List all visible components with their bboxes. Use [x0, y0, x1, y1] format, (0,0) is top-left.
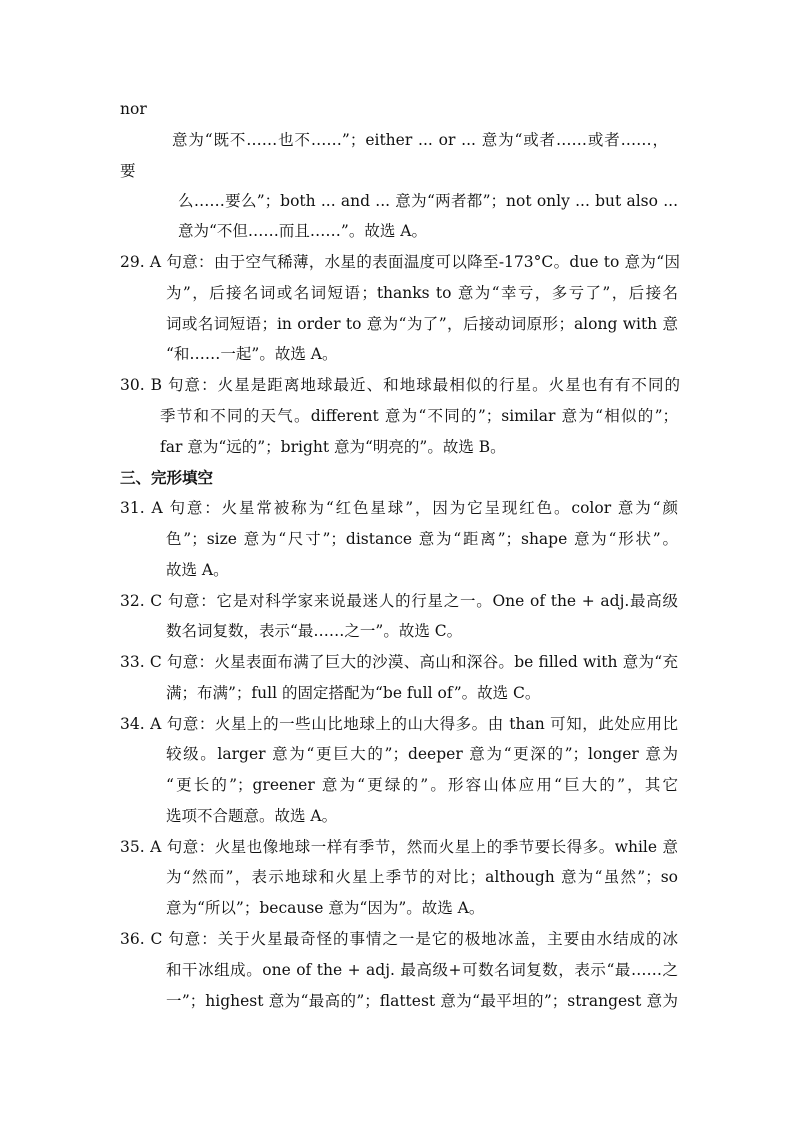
text-line: 么……要么”；both ... and ... 意为“两者都”；not only ... but also ...	[178, 192, 678, 210]
text-line: 和干冰组成。one of the + adj. 最高级+可数名词复数，表示“最……之	[166, 961, 678, 979]
text-line: nor	[120, 100, 147, 118]
text-line: 季节和不同的天气。different 意为“不同的”；similar 意为“相似的”；	[160, 407, 678, 425]
text-line: 要	[120, 162, 136, 180]
text-line: 意为“不但……而且……”。故选 A。	[178, 222, 427, 240]
text-line: 数名词复数，表示“最……之一”。故选 C。	[166, 622, 463, 640]
text-line: far 意为“远的”；bright 意为“明亮的”。故选 B。	[160, 438, 506, 456]
answer-29-line-1: 29. A 句意：由于空气稀薄，水星的表面温度可以降至-173°C。due to 意为“因	[120, 253, 680, 271]
text-line: 为”，后接名词或名词短语；thanks to 意为“幸亏，多亏了”，后接名	[166, 284, 678, 302]
answer-34-line-1: 34. A 句意：火星上的一些山比地球上的山大得多。由 than 可知，此处应用比	[120, 715, 678, 733]
answer-35-line-1: 35. A 句意：火星也像地球一样有季节，然而火星上的季节要长得多。while 意	[120, 838, 678, 856]
text-line: “和……一起”。故选 A。	[166, 345, 338, 363]
answer-32-line-1: 32. C 句意：它是对科学家来说最迷人的行星之一。One of the + adj.最高级	[120, 592, 678, 610]
text-line: 一”；highest 意为“最高的”；flattest 意为“最平坦的”；strangest 意为	[166, 992, 678, 1010]
answer-36-line-1: 36. C 句意：关于火星最奇怪的事情之一是它的极地冰盖，主要由水结成的冰	[120, 930, 678, 948]
answer-30-line-1: 30. B 句意：火星是距离地球最近、和地球最相似的行星。火星也有有不同的	[120, 376, 680, 394]
text-line: “更长的”；greener 意为“更绿的”。形容山体应用“巨大的”，其它	[166, 776, 678, 794]
section-heading-cloze: 三、完形填空	[120, 468, 214, 487]
text-line: 为“然而”，表示地球和火星上季节的对比；although 意为“虽然”；so	[166, 868, 678, 886]
text-line: 色”；size 意为“尺寸”；distance 意为“距离”；shape 意为“形状”。	[166, 530, 678, 548]
text-line: 较级。larger 意为“更巨大的”；deeper 意为“更深的”；longer 意为	[166, 745, 678, 763]
text-line: 意为“既不……也不……”；either ... or ... 意为“或者……或者……，	[172, 131, 668, 149]
text-line: 意为“所以”；because 意为“因为”。故选 A。	[166, 899, 485, 917]
text-line: 满；布满”；full 的固定搭配为“be full of”。故选 C。	[166, 684, 541, 702]
answer-31-line-1: 31. A 句意：火星常被称为“红色星球”，因为它呈现红色。color 意为“颜	[120, 499, 678, 517]
answer-33-line-1: 33. C 句意：火星表面布满了巨大的沙漠、高山和深谷。be filled with 意为“充	[120, 653, 678, 671]
text-line: 词或名词短语；in order to 意为“为了”，后接动词原形；along with 意	[166, 315, 678, 333]
text-line: 故选 A。	[166, 561, 229, 579]
text-line: 选项不合题意。故选 A。	[166, 807, 338, 825]
